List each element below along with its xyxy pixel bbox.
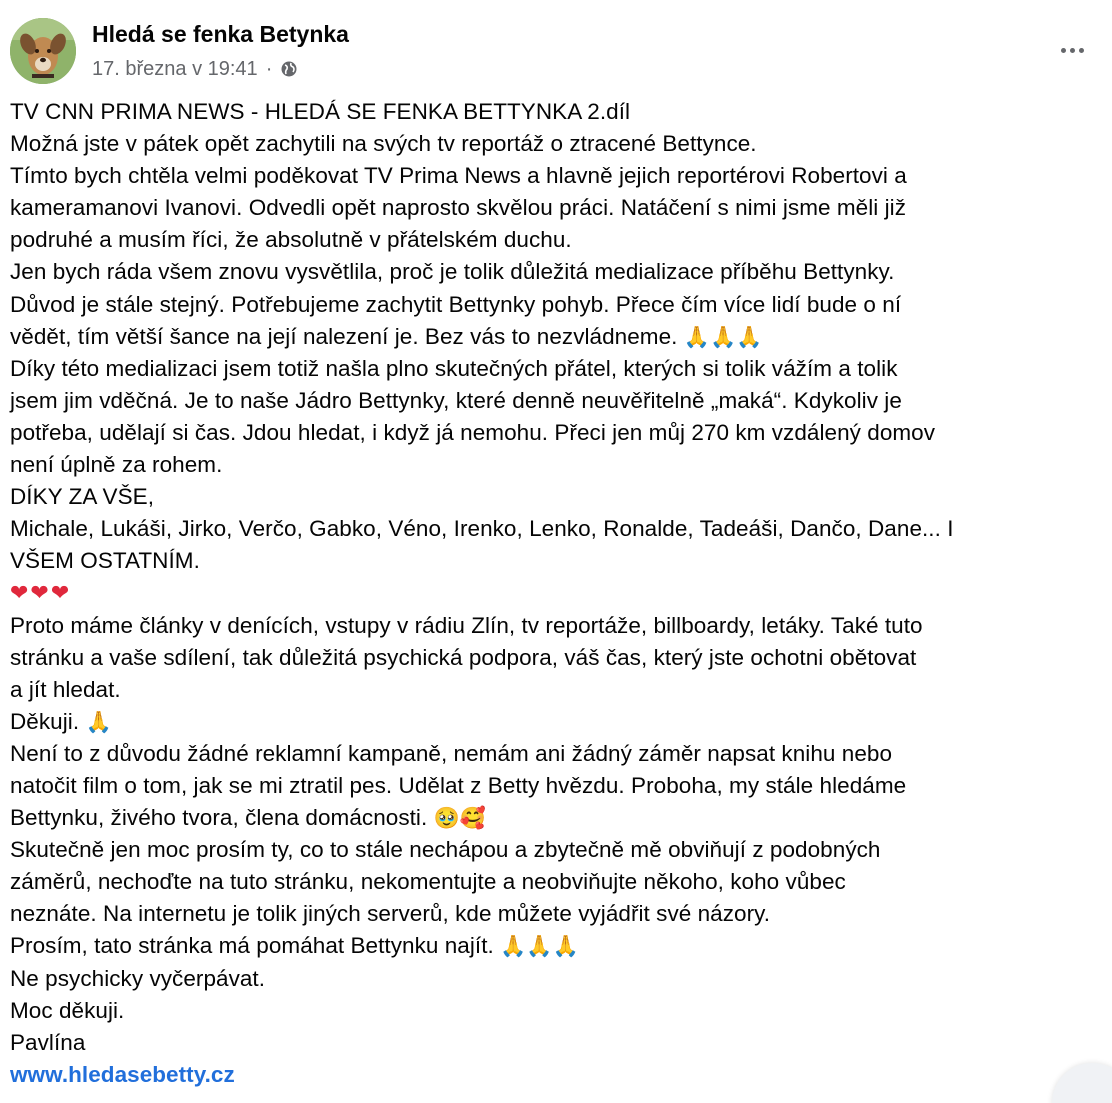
post-line: a jít hledat. [10, 676, 121, 702]
post-line-with-emoji [10, 930, 1108, 962]
post-line-hearts [10, 577, 1108, 609]
post-line: Důvod je stále stejný. Potřebujeme zachytit Bettynky pohyb. Přece čím více lidí bude o ní [10, 291, 902, 317]
praying-hands-icon: 🙏🙏🙏 [683, 324, 763, 349]
post-line: záměrů, nechoďte na tuto stránku, nekomentujte a neobviňujte někoho, koho vůbec [10, 869, 846, 895]
face-emoji-icon: 🥹🥰 [433, 806, 486, 831]
page-avatar[interactable] [10, 18, 76, 84]
post-line: Proto máme články v denících, vstupy v rádiu Zlín, tv reportáže, billboardy, letáky. Také tuto [10, 612, 923, 638]
post-line: Jen bych ráda všem znovu vysvětlila, proč je tolik důležitá medializace příběhu Bettynky. [10, 259, 895, 285]
post-body [10, 96, 1108, 1091]
post-line: DÍKY ZA VŠE, [10, 484, 154, 510]
post-line: potřeba, udělají si čas. Jdou hledat, i když já nemohu. Přeci jen můj 270 km vzdálený domov [10, 419, 936, 445]
post-line-with-emoji [10, 321, 1108, 353]
post-line: natočit film o tom, jak se mi ztratil pes. Udělat z Betty hvězdu. Proboha, my stále hledáme [10, 772, 907, 798]
post-timestamp[interactable]: 17. března v 19:41 [92, 58, 258, 80]
post-line: jsem jim vděčná. Je to naše Jádro Bettynky, které denně neuvěřitelně „maká“. Kdykoliv je [10, 387, 902, 413]
post-line-text: Děkuji. [10, 708, 80, 734]
post-line: VŠEM OSTATNÍM. [10, 548, 200, 574]
post-line: Možná jste v pátek opět zachytili na svých tv reportáž o ztracené Bettynce. [10, 131, 757, 157]
post-line-with-emoji [10, 802, 1108, 834]
post-line: Pavlína [10, 1029, 86, 1055]
post-line: neznáte. Na internetu je tolik jiných serverů, kde můžete vyjádřit své názory. [10, 901, 771, 927]
globe-icon[interactable] [280, 60, 298, 78]
website-link[interactable]: www.hledasebetty.cz [10, 1061, 235, 1087]
separator-dot: · [265, 58, 273, 80]
page-name-link[interactable]: Hledá se fenka Betynka [92, 21, 349, 47]
post-line: Moc děkuji. [10, 997, 125, 1023]
praying-hands-icon: 🙏 [85, 709, 112, 734]
post-line: není úplně za rohem. [10, 452, 223, 478]
post-line-with-emoji [10, 706, 1108, 738]
heart-icon: ❤❤❤ [10, 580, 72, 606]
website-line [10, 1059, 1108, 1091]
post-line-text: vědět, tím větší šance na její nalezení je. Bez vás to nezvládneme. [10, 323, 678, 349]
post-line: Michale, Lukáši, Jirko, Verčo, Gabko, Véno, Irenko, Lenko, Ronalde, Tadeáši, Dančo, Dane... I [10, 516, 954, 542]
post-line: kameramanovi Ivanovi. Odvedli opět naprosto skvělou práci. Natáčení s nimi jsme měli již [10, 195, 907, 221]
praying-hands-icon: 🙏🙏🙏 [500, 934, 579, 959]
more-options-icon[interactable] [1052, 36, 1092, 64]
post-line: Skutečně jen moc prosím ty, co to stále nechápou a zbytečně mě obviňují z podobných [10, 837, 881, 863]
post-line: stránku a vaše sdílení, tak důležitá psychická podpora, váš čas, který jste ochotni obětovat [10, 644, 917, 670]
dog-avatar-icon [10, 18, 76, 84]
post-line: Díky této medializaci jsem totiž našla plno skutečných přátel, kterých si tolik vážím a tolik [10, 355, 898, 381]
post-line: Tímto bych chtěla velmi poděkovat TV Prima News a hlavně jejich reportérovi Robertovi a [10, 163, 907, 189]
post-header [10, 18, 349, 84]
post-line-text: Prosím, tato stránka má pomáhat Bettynku najít. [10, 933, 494, 959]
post-line: TV CNN PRIMA NEWS - HLEDÁ SE FENKA BETTYNKA 2.díl [10, 99, 631, 124]
post-line-text: Bettynku, živého tvora, člena domácnosti. [10, 805, 428, 831]
post-line: Ne psychicky vyčerpávat. [10, 965, 266, 991]
post-line: podruhé a musím říci, že absolutně v přátelském duchu. [10, 227, 572, 253]
post-line: Není to z důvodu žádné reklamní kampaně, nemám ani žádný záměr napsat knihu nebo [10, 740, 893, 766]
